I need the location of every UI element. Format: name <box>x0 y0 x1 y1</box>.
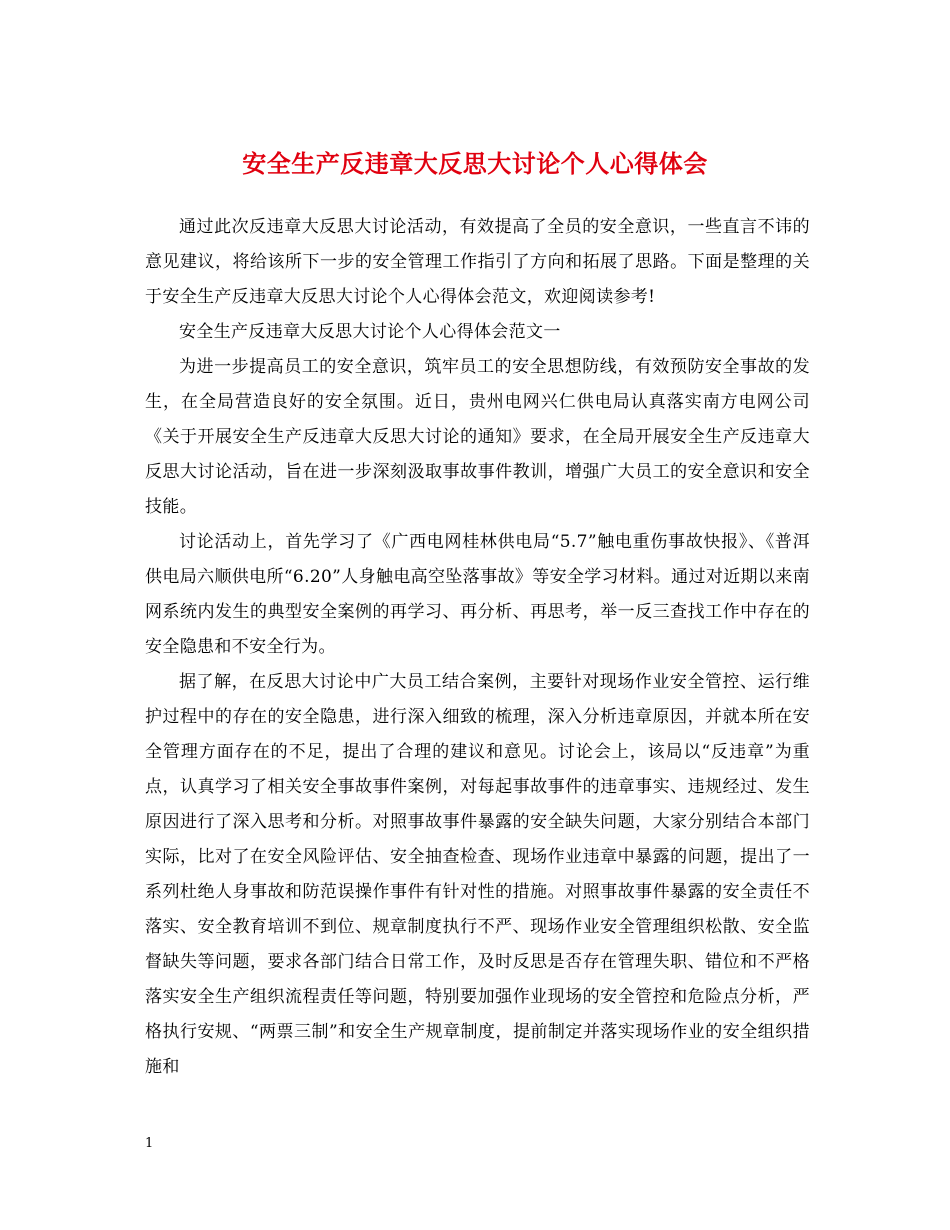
document-title: 安全生产反违章大反思大讨论个人心得体会 <box>242 149 708 179</box>
intro-paragraph: 通过此次反违章大反思大讨论活动，有效提高了全员的安全意识，一些直言不讳的意见建议，将给该所下一步的安全管理工作指引了方向和拓展了思路。下面是整理的关于安全生产反违章大反思大讨论个人心得体会范文，欢迎阅读参考! <box>145 217 810 307</box>
body-paragraph: 为进一步提高员工的安全意识，筑牢员工的安全思想防线，有效预防安全事故的发生，在全局营造良好的安全氛围。近日，贵州电网兴仁供电局认真落实南方电网公司《关于开展安全生产反违章大反思大讨论的通知》要求，在全局开展安全生产反违章大反思大讨论活动，旨在进一步深刻汲取事故事件教训，增强广大员工的安全意识和安全技能。 <box>145 357 810 517</box>
body-paragraph: 据了解，在反思大讨论中广大员工结合案例，主要针对现场作业安全管控、运行维护过程中的存在的安全隐患，进行深入细致的梳理，深入分析违章原因，并就本所在安全管理方面存在的不足，提出了合理的建议和意见。讨论会上，该局以“反违章”为重点，认真学习了相关安全事故事件案例，对每起事故事件的违章事实、违规经过、发生原因进行了深入思考和分析。对照事故事件暴露的安全缺失问题，大家分别结合本部门实际，比对了在安全风险评估、安全抽查检查、现场作业违章中暴露的问题，提出了一系列杜绝人身事故和防范误操作事件有针对性的措施。对照事故事件暴露的安全责任不落实、安全教育培训不到位、规章制度执行不严、现场作业安全管理组织松散、安全监督缺失等问题，要求各部门结合日常工作，及时反思是否存在管理失职、错位和不严格落实安全生产组织流程责任等问题，特别要加强作业现场的安全管控和危险点分析，严格执行安规、“两票三制”和安全生产规章制度，提前制定并落实现场作业的安全组织措施和 <box>145 672 810 1077</box>
body-paragraph: 讨论活动上，首先学习了《广西电网桂林供电局“5.7”触电重伤事故快报》、《普洱供电局六顺供电所“6.20”人身触电高空坠落事故》等安全学习材料。通过对近期以来南网系统内发生的典型安全案例的再学习、再分析、再思考，举一反三查找工作中存在的安全隐患和不安全行为。 <box>145 532 810 657</box>
section-heading: 安全生产反违章大反思大讨论个人心得体会范文一 <box>179 322 561 342</box>
document-body <box>145 210 810 1085</box>
page-number: 1 <box>145 1136 154 1151</box>
